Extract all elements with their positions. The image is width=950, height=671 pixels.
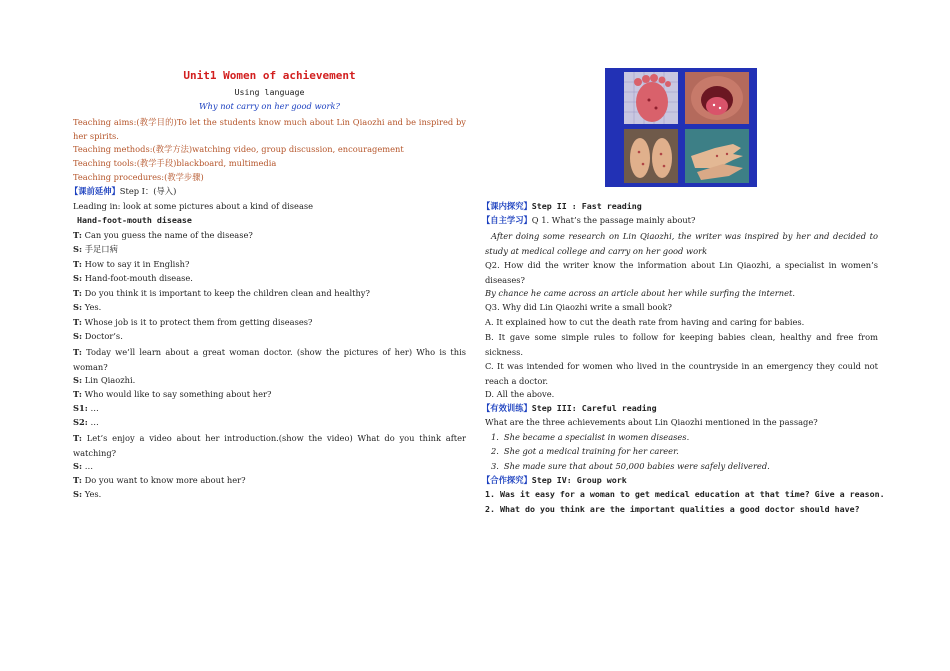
dialog-text: Yes. [84,302,102,312]
page-title: Unit1 Women of achievement [183,69,356,82]
step1-heading [70,185,466,197]
step3-tag: 【有效训练】 [482,403,532,413]
option-b: B. It gave some simple rules to follow for keeping babies clean, healthy and free from sickness. [485,332,878,357]
dialog-line [73,488,466,500]
step4-heading [482,474,878,486]
lesson-question: Why not carry on her good work? [199,101,340,111]
step2-tag: 【课内探究】 [482,201,532,211]
teaching-methods: Teaching methods:(教学方法)watching video, group discussion, encouragement [73,144,404,154]
achievement-item [491,460,878,472]
step3-label: Step III: Careful reading [531,403,657,413]
dialog-line [73,460,466,472]
dialog-text: Lin Qiaozhi. [84,375,136,385]
dialog-line [73,243,466,255]
dialog-text: Doctor’s. [84,331,123,341]
disease-photo-grid [605,68,757,187]
leading-in: Leading in: look at some pictures about a kind of disease [73,201,314,211]
self-study-tag: 【自主学习】 [482,215,532,225]
q1-line [482,214,878,226]
speaker-label: T: [73,389,82,399]
dialog-text: … [90,403,99,413]
teaching-tools: Teaching tools:(教学手段)blackboard, multimedia [73,158,277,168]
speaker-label: T: [73,475,82,485]
achievement-number: 3. [491,461,499,471]
dialog-text: 手足口病 [84,244,118,254]
option-c: C. It was intended for women who lived in the countryside in an emergency they could not reach a doctor. [485,361,878,386]
dialog-text: … [90,417,99,427]
speaker-label: T: [73,347,82,357]
speaker-label: S: [73,302,83,312]
step4-label: Step IV: Group work [531,475,627,485]
dialog-line [73,431,466,460]
dialog-text: Do you want to know more about her? [84,475,246,485]
dialog-line [73,388,466,400]
foot-photo [624,72,678,124]
achievement-text: She got a medical training for her career. [503,446,679,456]
dialog-line [73,474,466,486]
speaker-label: S2: [73,417,88,427]
answer-2: By chance he came across an article about her while surfing the internet. [485,288,795,298]
dialog-line [73,287,466,299]
speaker-label: T: [73,433,82,443]
dialog-line [73,416,466,428]
disease-photo-graphic [605,68,757,187]
achievement-item [491,431,878,443]
teaching-procedures: Teaching procedures:(教学步骤) [73,172,204,182]
speaker-label: S: [73,331,83,341]
achievement-text: She made sure that about 50,000 babies were safely delivered. [503,461,770,471]
speaker-label: T: [73,288,82,298]
speaker-label: S1: [73,403,88,413]
dialog-line [73,374,466,386]
dialog-line [73,258,466,270]
dialog-text: Let’s enjoy a video about her introduction.(show the video) What do you think after watching? [73,433,467,458]
hands-photo [685,129,749,183]
option-a: A. It explained how to cut the death rate from having and caring for babies. [485,317,805,327]
step3-heading [482,402,878,414]
dialog-text: Yes. [84,489,102,499]
speaker-label: S: [73,244,83,254]
achievement-number: 2. [491,446,499,456]
dialog-line [73,316,466,328]
feet-photo [624,129,678,183]
step4-tag: 【合作探究】 [482,475,532,485]
q1: Q 1. What’s the passage mainly about? [531,215,696,225]
achievement-number: 1. [491,432,499,442]
subtitle: Using language [234,87,305,97]
dialog-text: Hand-foot-mouth disease. [84,273,193,283]
speaker-label: T: [73,230,82,240]
teaching-aims: Teaching aims:(教学目的)To let the students know much about Lin Qiaozhi and be inspired by her spirits. [73,117,466,141]
dialog-line [73,301,466,313]
dialog-text: Do you think it is important to keep the children clean and healthy? [84,288,370,298]
dialog-text: Who would like to say something about her? [84,389,272,399]
step2-heading [482,200,878,212]
q3: Q3. Why did Lin Qiaozhi write a small book? [485,302,672,312]
q2: Q2. How did the writer know the information about Lin Qiaozhi, a specialist in women’s diseases? [485,260,878,285]
dialog-text: How to say it in English? [84,259,190,269]
dialog-text: … [84,461,93,471]
dialog-line [73,272,466,284]
achievements-question: What are the three achievements about Lin Qiaozhi mentioned in the passage? [485,417,818,427]
dialog-text: Can you guess the name of the disease? [84,230,253,240]
group-question-1: 1. Was it easy for a woman to get medical education at that time? Give a reason. [485,489,885,499]
dialog-line [73,229,466,241]
speaker-label: S: [73,461,83,471]
dialog-text: Whose job is it to protect them from getting diseases? [84,317,313,327]
speaker-label: T: [73,259,82,269]
dialog-line [73,330,466,342]
achievement-item [491,445,878,457]
dialog-line [73,345,466,374]
dialog-text: Today we’ll learn about a great woman doctor. (show the pictures of her) Who is this woman? [73,347,467,372]
speaker-label: S: [73,273,83,283]
step2-label: Step II : Fast reading [531,201,642,211]
dialog-line [73,402,466,414]
speaker-label: S: [73,489,83,499]
achievement-text: She became a specialist in women diseases. [503,432,690,442]
disease-heading: Hand-foot-mouth disease [77,215,192,225]
group-question-2: 2. What do you think are the important qualities a good doctor should have? [485,504,860,514]
answer-1: After doing some research on Lin Qiaozhi, the writer was inspired by her and decided to study at medical college and carry on her good work [485,231,878,256]
step1-tag: 【课前延伸】 [70,186,120,196]
mouth-photo [685,72,749,124]
speaker-label: T: [73,317,82,327]
option-d: D. All the above. [485,389,555,399]
speaker-label: S: [73,375,83,385]
step1-label: Step I：(导入) [119,186,177,196]
